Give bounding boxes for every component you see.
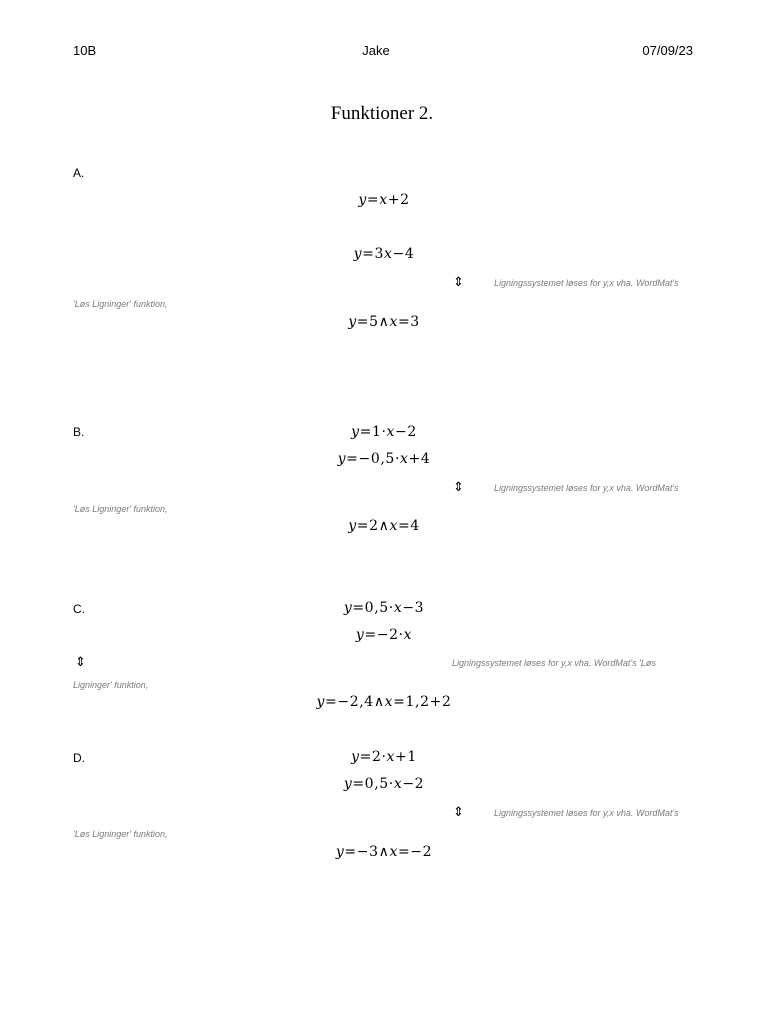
section-b-label: B. <box>73 425 85 439</box>
section-d-note-line-1: Ligningssystemet løses for y,x vha. WordMat's <box>494 808 679 818</box>
section-c-label: C. <box>73 602 85 616</box>
section-b-equation-1: y=1·x−2 <box>351 424 417 440</box>
section-d-note-line-2: 'Løs Ligninger' funktion, <box>73 829 168 839</box>
section-d-solution: y=−3∧x=−2 <box>335 844 433 860</box>
section-c-note-line-2: Ligninger' funktion, <box>73 680 149 690</box>
section-c-equation-2: y=−2·x <box>355 627 413 643</box>
section-a-equation-2: y=3x−4 <box>353 246 415 262</box>
section-c-equation-1: y=0,5·x−3 <box>343 600 425 616</box>
section-a-equation-1: y=x+2 <box>358 192 410 208</box>
equivalence-arrow-icon: ⇕ <box>75 655 86 670</box>
header-date: 07/09/23 <box>642 43 693 58</box>
equivalence-arrow-icon: ⇕ <box>453 480 464 495</box>
header-author: Jake <box>362 43 390 58</box>
section-b-note-line-1: Ligningssystemet løses for y,x vha. WordMat's <box>494 483 679 493</box>
section-b-note-line-2: 'Løs Ligninger' funktion, <box>73 504 168 514</box>
header-class: 10B <box>73 43 97 58</box>
equivalence-arrow-icon: ⇕ <box>453 275 464 290</box>
section-d-equation-2: y=0,5·x−2 <box>343 776 425 792</box>
section-a-note-line-2: 'Løs Ligninger' funktion, <box>73 299 168 309</box>
section-c-note-line-1: Ligningssystemet løses for y,x vha. WordMat's 'Løs <box>452 658 656 668</box>
equivalence-arrow-icon: ⇕ <box>453 805 464 820</box>
section-a-note-line-1: Ligningssystemet løses for y,x vha. WordMat's <box>494 278 679 288</box>
section-b-equation-2: y=−0,5·x+4 <box>337 451 431 467</box>
section-d-equation-1: y=2·x+1 <box>351 749 417 765</box>
section-b-solution: y=2∧x=4 <box>348 518 420 534</box>
section-d-label: D. <box>73 751 85 765</box>
section-a-label: A. <box>73 166 85 180</box>
section-a-solution: y=5∧x=3 <box>348 314 420 330</box>
page-title: Funktioner 2. <box>330 103 434 124</box>
section-c-solution: y=−2,4∧x=1,2+2 <box>316 694 452 710</box>
